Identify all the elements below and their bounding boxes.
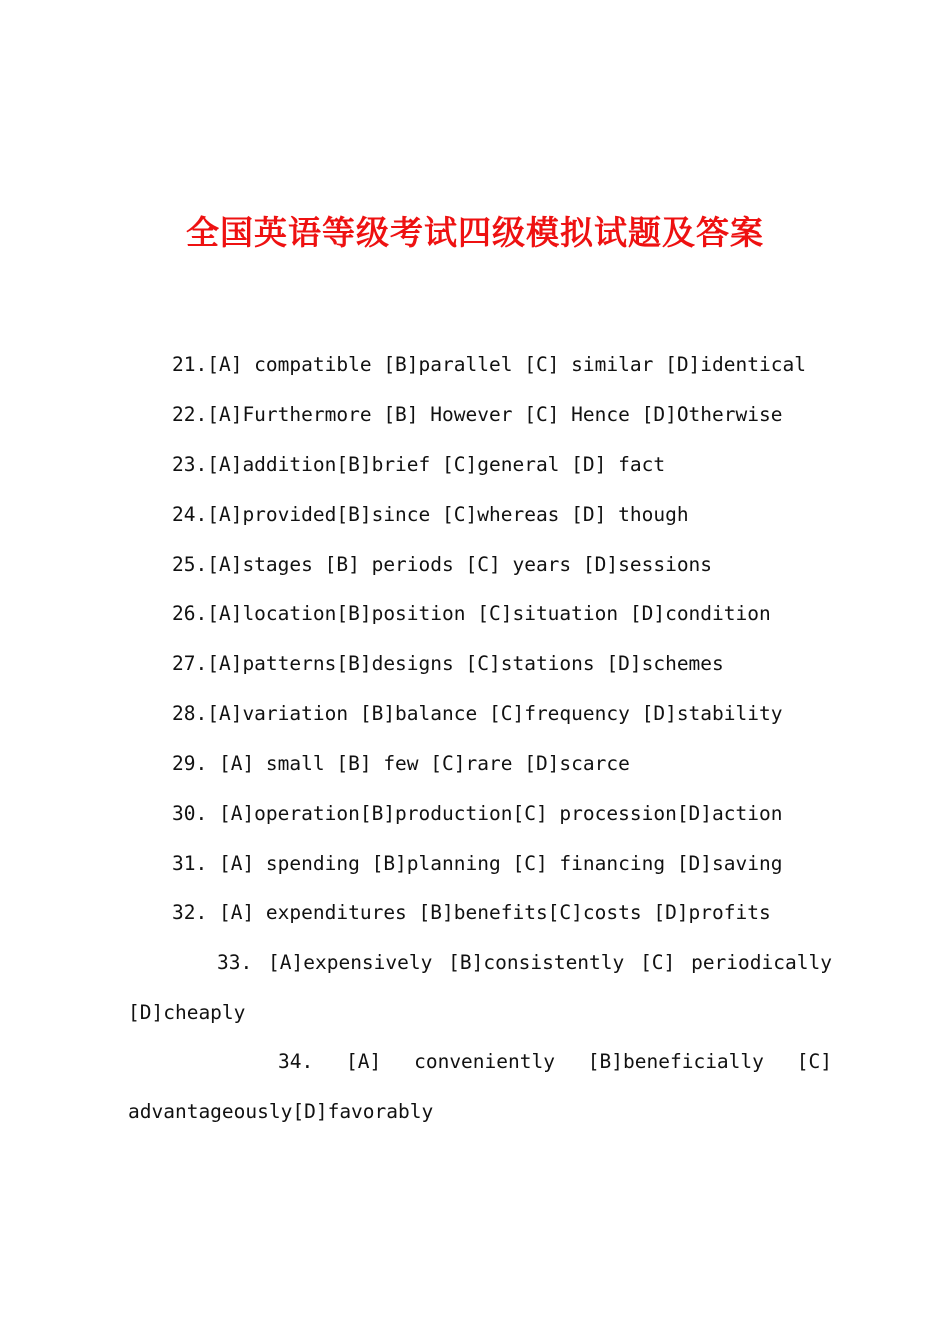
- question-30: 30. [A]operation[B]production[C] procession[D]action: [172, 802, 783, 825]
- question-22: 22.[A]Furthermore [B] However [C] Hence [D]Otherwise: [172, 403, 783, 426]
- question-34: [278, 1047, 832, 1077]
- question-34-option-a-marker: [A]: [346, 1050, 382, 1073]
- question-29: 29. [A] small [B] few [C]rare [D]scarce: [172, 752, 630, 775]
- question-27: 27.[A]patterns[B]designs [C]stations [D]schemes: [172, 652, 724, 675]
- question-34-option-b: [B]beneficially: [587, 1050, 764, 1073]
- question-34-number: 34.: [278, 1050, 314, 1073]
- question-32: 32. [A] expenditures [B]benefits[C]costs [D]profits: [172, 901, 771, 924]
- question-33-option-c: periodically: [691, 951, 832, 974]
- question-33-option-a: [A]expensively: [268, 951, 433, 974]
- question-28: 28.[A]variation [B]balance [C]frequency [D]stability: [172, 702, 783, 725]
- question-33-number: 33.: [217, 951, 253, 974]
- question-24: 24.[A]provided[B]since [C]whereas [D] though: [172, 503, 689, 526]
- question-33-option-c-marker: [C]: [640, 951, 676, 974]
- question-34-continuation: advantageously[D]favorably: [128, 1100, 434, 1123]
- question-33: [217, 948, 832, 978]
- question-21: 21.[A] compatible [B]parallel [C] similar [D]identical: [172, 353, 806, 376]
- question-25: 25.[A]stages [B] periods [C] years [D]sessions: [172, 553, 713, 576]
- question-33-option-b: [B]consistently: [448, 951, 625, 974]
- question-34-option-c-marker: [C]: [796, 1050, 832, 1073]
- question-26: 26.[A]location[B]position [C]situation [D]condition: [172, 602, 771, 625]
- question-31: 31. [A] spending [B]planning [C] financing [D]saving: [172, 852, 783, 875]
- page-title: 全国英语等级考试四级模拟试题及答案: [186, 213, 764, 252]
- question-33-continuation: [D]cheaply: [128, 1001, 246, 1024]
- question-34-option-a: conveniently: [414, 1050, 555, 1073]
- question-23: 23.[A]addition[B]brief [C]general [D] fact: [172, 453, 666, 476]
